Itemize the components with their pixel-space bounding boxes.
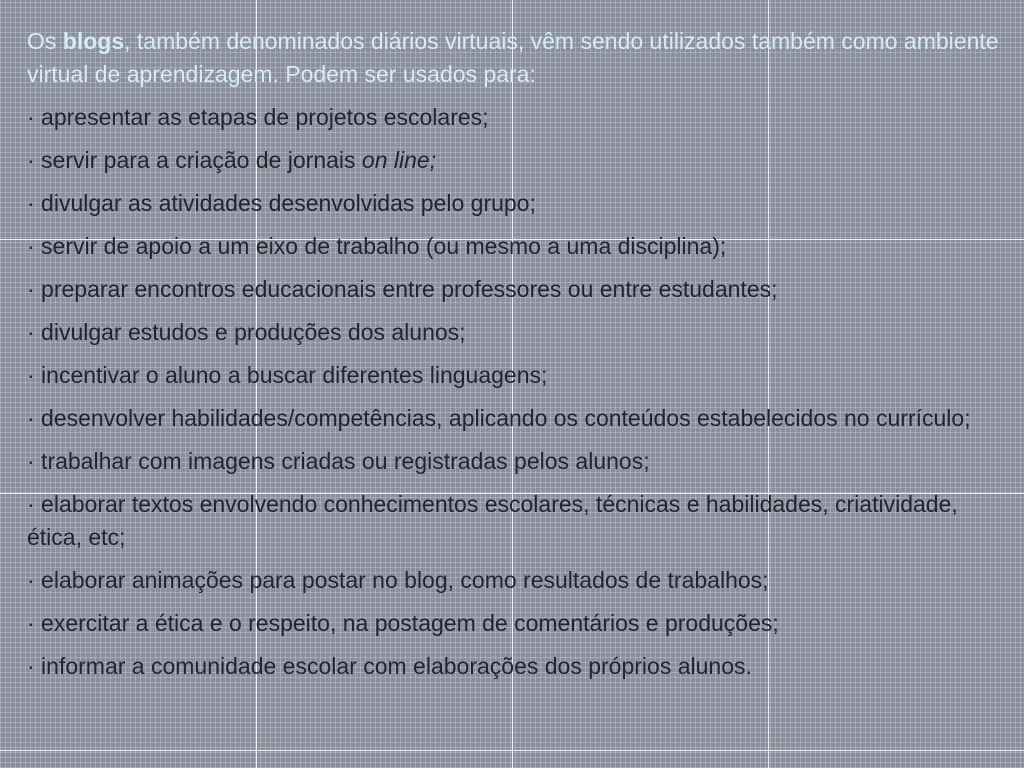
bullet-item: [27, 650, 1007, 683]
bullet-text: · informar a comunidade escolar com elaborações dos próprios alunos.: [27, 653, 752, 679]
slide-body: [27, 25, 1007, 683]
bullet-item: [27, 144, 1007, 177]
bullet-text: · divulgar estudos e produções dos alunos;: [27, 319, 466, 345]
bullet-item: [27, 607, 1007, 640]
bullet-text: · incentivar o aluno a buscar diferentes linguagens;: [27, 362, 548, 388]
bullet-item: [27, 402, 1007, 435]
intro-keyword: blogs: [62, 28, 125, 54]
bullet-item: [27, 316, 1007, 349]
grid-line: [0, 750, 1024, 751]
intro-prefix: Os: [27, 28, 63, 54]
bullet-list: [27, 101, 1007, 683]
bullet-text: · elaborar textos envolvendo conhecimentos escolares, técnicas e habilidades, criatividade, ética, etc;: [27, 491, 958, 550]
bullet-text: · apresentar as etapas de projetos escolares;: [27, 104, 489, 130]
bullet-item: [27, 273, 1007, 306]
bullet-italic-text: on line;: [361, 147, 437, 173]
intro-paragraph: [27, 25, 1007, 91]
bullet-text: · elaborar animações para postar no blog, como resultados de trabalhos;: [27, 567, 769, 593]
bullet-text: · servir de apoio a um eixo de trabalho (ou mesmo a uma disciplina);: [27, 233, 727, 259]
bullet-text: · exercitar a ética e o respeito, na postagem de comentários e produções;: [27, 610, 779, 636]
bullet-text: · servir para a criação de jornais: [27, 147, 362, 173]
bullet-text: · preparar encontros educacionais entre professores ou entre estudantes;: [27, 276, 778, 302]
bullet-text: · trabalhar com imagens criadas ou registradas pelos alunos;: [27, 448, 650, 474]
bullet-item: [27, 564, 1007, 597]
bullet-item: [27, 359, 1007, 392]
bullet-text: · divulgar as atividades desenvolvidas pelo grupo;: [27, 190, 536, 216]
bullet-item: [27, 101, 1007, 134]
bullet-item: [27, 445, 1007, 478]
intro-text: , também denominados diários virtuais, vêm sendo utilizados também como ambiente virtual de aprendizagem. Podem ser usados para:: [27, 28, 999, 87]
bullet-item: [27, 230, 1007, 263]
bullet-item: [27, 187, 1007, 220]
bullet-item: [27, 488, 1007, 554]
bullet-text: · desenvolver habilidades/competências, aplicando os conteúdos estabelecidos no currículo;: [27, 405, 971, 431]
